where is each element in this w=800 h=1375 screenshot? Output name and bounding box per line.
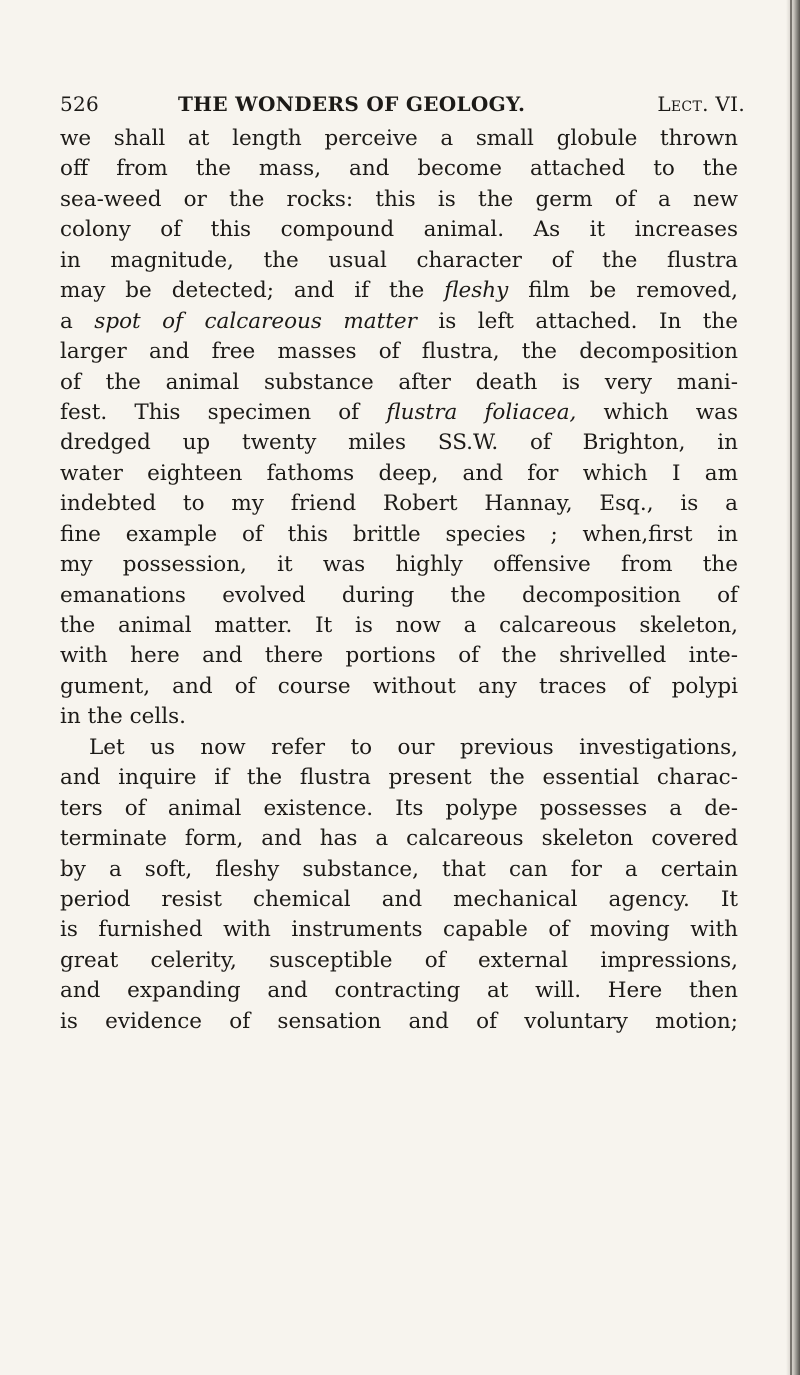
text-line — [60, 763, 738, 793]
running-head — [60, 92, 745, 122]
text-run: with here and there portions of the shrivelled inte- — [60, 643, 738, 669]
text-run: larger and free masses of flustra, the decomposition — [60, 339, 738, 365]
text-run: film be removed, — [508, 278, 738, 304]
text-line — [60, 611, 738, 641]
text-line — [60, 641, 738, 671]
body-text — [60, 124, 738, 1037]
text-run: my possession, it was highly offensive from the — [60, 552, 738, 578]
text-run: in the cells. — [60, 704, 186, 730]
text-run: in magnitude, the usual character of the flustra — [60, 247, 738, 273]
text-line — [60, 885, 738, 915]
text-line — [60, 824, 738, 854]
text-run: terminate form, and has a calcareous skeleton covered — [60, 826, 738, 852]
text-line — [60, 702, 738, 732]
text-line — [60, 915, 738, 945]
text-line — [60, 215, 738, 245]
text-line — [60, 489, 738, 519]
text-line — [60, 1007, 738, 1037]
text-line — [60, 154, 738, 184]
text-line — [60, 855, 738, 885]
text-run: fest. This specimen of — [60, 399, 387, 425]
text-run: Let us now refer to our previous investigations, — [89, 734, 738, 760]
text-run: water eighteen fathoms deep, and for which I am — [60, 460, 738, 486]
text-line — [60, 185, 738, 215]
text-line — [60, 368, 738, 398]
page-edge-line — [790, 0, 792, 1375]
text-line — [60, 428, 738, 458]
text-run: of the animal substance after death is very mani- — [60, 369, 738, 395]
text-line — [60, 672, 738, 702]
text-run: a — [60, 308, 95, 334]
page-number: 526 — [60, 92, 100, 116]
text-run: colony of this compound animal. As it increases — [60, 217, 738, 243]
text-run: is evidence of sensation and of voluntary motion; — [60, 1008, 738, 1034]
text-run: by a soft, fleshy substance, that can for a certain — [60, 856, 738, 882]
text-run: and inquire if the flustra present the essential charac- — [60, 765, 738, 791]
text-run: and expanding and contracting at will. Here then — [60, 978, 738, 1004]
text-line — [60, 520, 738, 550]
italic-text: fleshy — [444, 278, 509, 304]
text-line — [60, 398, 738, 428]
text-run: emanations evolved during the decomposition of — [60, 582, 738, 608]
text-run: is left attached. In the — [416, 308, 738, 334]
text-run: off from the mass, and become attached to the — [60, 156, 738, 182]
text-run: is furnished with instruments capable of moving with — [60, 917, 738, 943]
text-line — [60, 459, 738, 489]
text-run: fine example of this brittle species ; when,first in — [60, 521, 738, 547]
italic-text: flustra foliacea, — [386, 399, 577, 425]
text-run: gument, and of course without any traces of polypi — [60, 673, 738, 699]
italic-text: spot of calcareous matter — [94, 308, 417, 334]
text-line — [60, 581, 738, 611]
text-line — [60, 276, 738, 306]
text-run: the animal matter. It is now a calcareous skeleton, — [60, 613, 738, 638]
text-line — [60, 124, 738, 154]
text-run: ters of animal existence. Its polype possesses a de- — [60, 795, 738, 821]
text-line — [60, 976, 738, 1006]
text-run: may be detected; and if the — [60, 278, 445, 304]
text-run: great celerity, susceptible of external impressions, — [60, 947, 738, 973]
text-run: indebted to my friend Robert Hannay, Esq., is a — [60, 491, 738, 517]
text-line — [60, 946, 738, 976]
text-line — [60, 794, 738, 824]
text-run: we shall at length perceive a small globule thrown — [60, 126, 738, 151]
text-line — [60, 337, 738, 367]
lecture-label: Lect. VI. — [657, 92, 745, 116]
text-run: sea-weed or the rocks: this is the germ of a new — [60, 186, 738, 212]
text-run: period resist chemical and mechanical agency. It — [60, 886, 738, 912]
running-title: THE WONDERS OF GEOLOGY. — [178, 92, 526, 116]
text-line — [60, 733, 738, 763]
text-run: dredged up twenty miles SS.W. of Brighton, in — [60, 430, 738, 456]
page-edge-shadow — [786, 0, 800, 1375]
text-line — [60, 307, 738, 337]
text-line — [60, 246, 738, 276]
text-line — [60, 550, 738, 580]
text-run: which was — [576, 399, 738, 425]
